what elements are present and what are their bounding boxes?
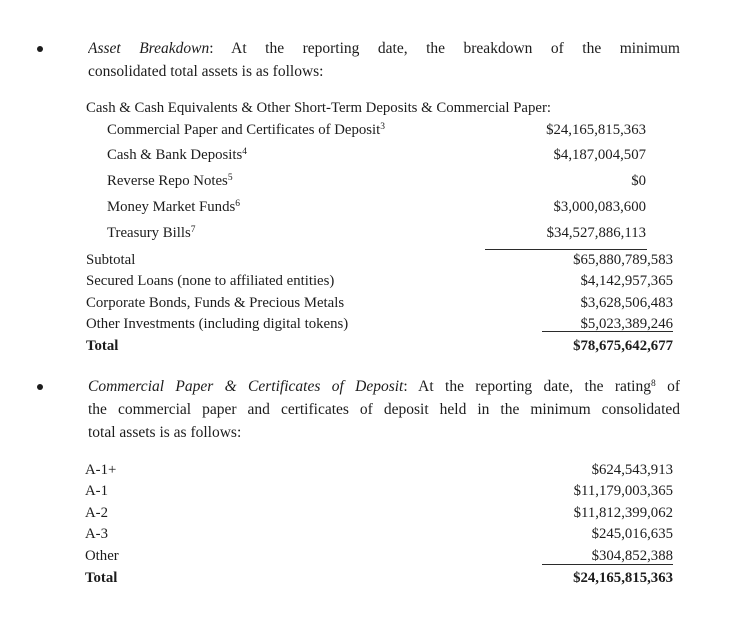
total-rule <box>542 564 673 565</box>
row-value: $34,527,886,113 <box>546 225 646 241</box>
row-value: $0 <box>631 173 646 189</box>
row-label: Secured Loans (none to affiliated entities) <box>86 273 335 289</box>
paragraph-text: : At the reporting date, the rating <box>403 378 651 395</box>
row-label: A-3 <box>85 526 109 542</box>
paragraph-text: : At the reporting date, the breakdown of the minimum <box>209 40 680 57</box>
footnote-superscript: 3 <box>380 122 385 132</box>
table-total-row <box>85 570 673 587</box>
table-row <box>85 526 673 543</box>
paragraph-text: of <box>655 378 680 395</box>
row-label: Subtotal <box>86 252 136 268</box>
row-value: $78,675,642,677 <box>573 338 673 354</box>
row-value: $11,812,399,062 <box>573 505 673 521</box>
bullet-icon <box>37 46 43 52</box>
row-value: $304,852,388 <box>591 548 673 564</box>
paragraph-line: consolidated total assets is as follows: <box>88 63 324 80</box>
row-value: $624,543,913 <box>591 462 673 478</box>
row-label: Money Market Funds$^6$ <box>107 199 240 215</box>
table-row <box>85 548 673 565</box>
row-label: Total <box>86 338 119 354</box>
row-value: $24,165,815,363 <box>573 570 673 586</box>
row-value: $4,187,004,507 <box>553 147 646 163</box>
row-label: Other <box>85 548 119 564</box>
row-value: $65,880,789,583 <box>573 252 673 268</box>
footnote-superscript: 8 <box>650 379 656 389</box>
bullet-icon <box>37 384 43 390</box>
row-label: A-1 <box>85 483 109 499</box>
row-value: $11,179,003,365 <box>573 483 673 499</box>
row-label: Cash & Cash Equivalents & Other Short-Term Deposits & Commercial Paper: <box>86 100 551 116</box>
row-label: Total <box>85 570 118 586</box>
row-label: Commercial Paper and Certificates of Deposit$^3$ <box>107 122 385 138</box>
footnote-superscript: 5 <box>227 173 233 183</box>
row-label: Corporate Bonds, Funds & Precious Metals <box>86 295 345 311</box>
paragraph-line: the commercial paper and certificates of deposit held in the minimum consolidated <box>88 401 680 418</box>
paragraph-italic-lead: Commercial Paper & Certificates of Deposit <box>88 378 404 395</box>
row-value: $3,000,083,600 <box>553 199 646 215</box>
row-label: A-1+ <box>85 462 117 478</box>
row-value: $4,142,957,365 <box>580 273 673 289</box>
row-label: Other Investments (including digital tokens) <box>86 316 349 332</box>
paragraph-italic-lead: Asset Breakdown <box>88 40 210 57</box>
cp-rating-table <box>85 0 673 641</box>
row-label: A-2 <box>85 505 109 521</box>
row-label: Cash & Bank Deposits$^4$ <box>107 147 247 163</box>
row-value: $3,628,506,483 <box>580 295 673 311</box>
footnote-superscript: 4 <box>242 147 247 157</box>
row-label: Reverse Repo Notes$^5$ <box>107 173 233 189</box>
table-row <box>85 483 673 500</box>
row-label: Treasury Bills$^7$ <box>107 225 196 241</box>
row-value: $245,016,635 <box>591 526 673 542</box>
row-value: $5,023,389,246 <box>580 316 673 332</box>
table-row <box>85 462 673 479</box>
table-row <box>85 505 673 522</box>
footnote-superscript: 6 <box>235 199 240 209</box>
row-value: $24,165,815,363 <box>546 122 646 138</box>
paragraph-line: total assets is as follows: <box>88 424 242 441</box>
footnote-superscript: 7 <box>190 225 196 235</box>
